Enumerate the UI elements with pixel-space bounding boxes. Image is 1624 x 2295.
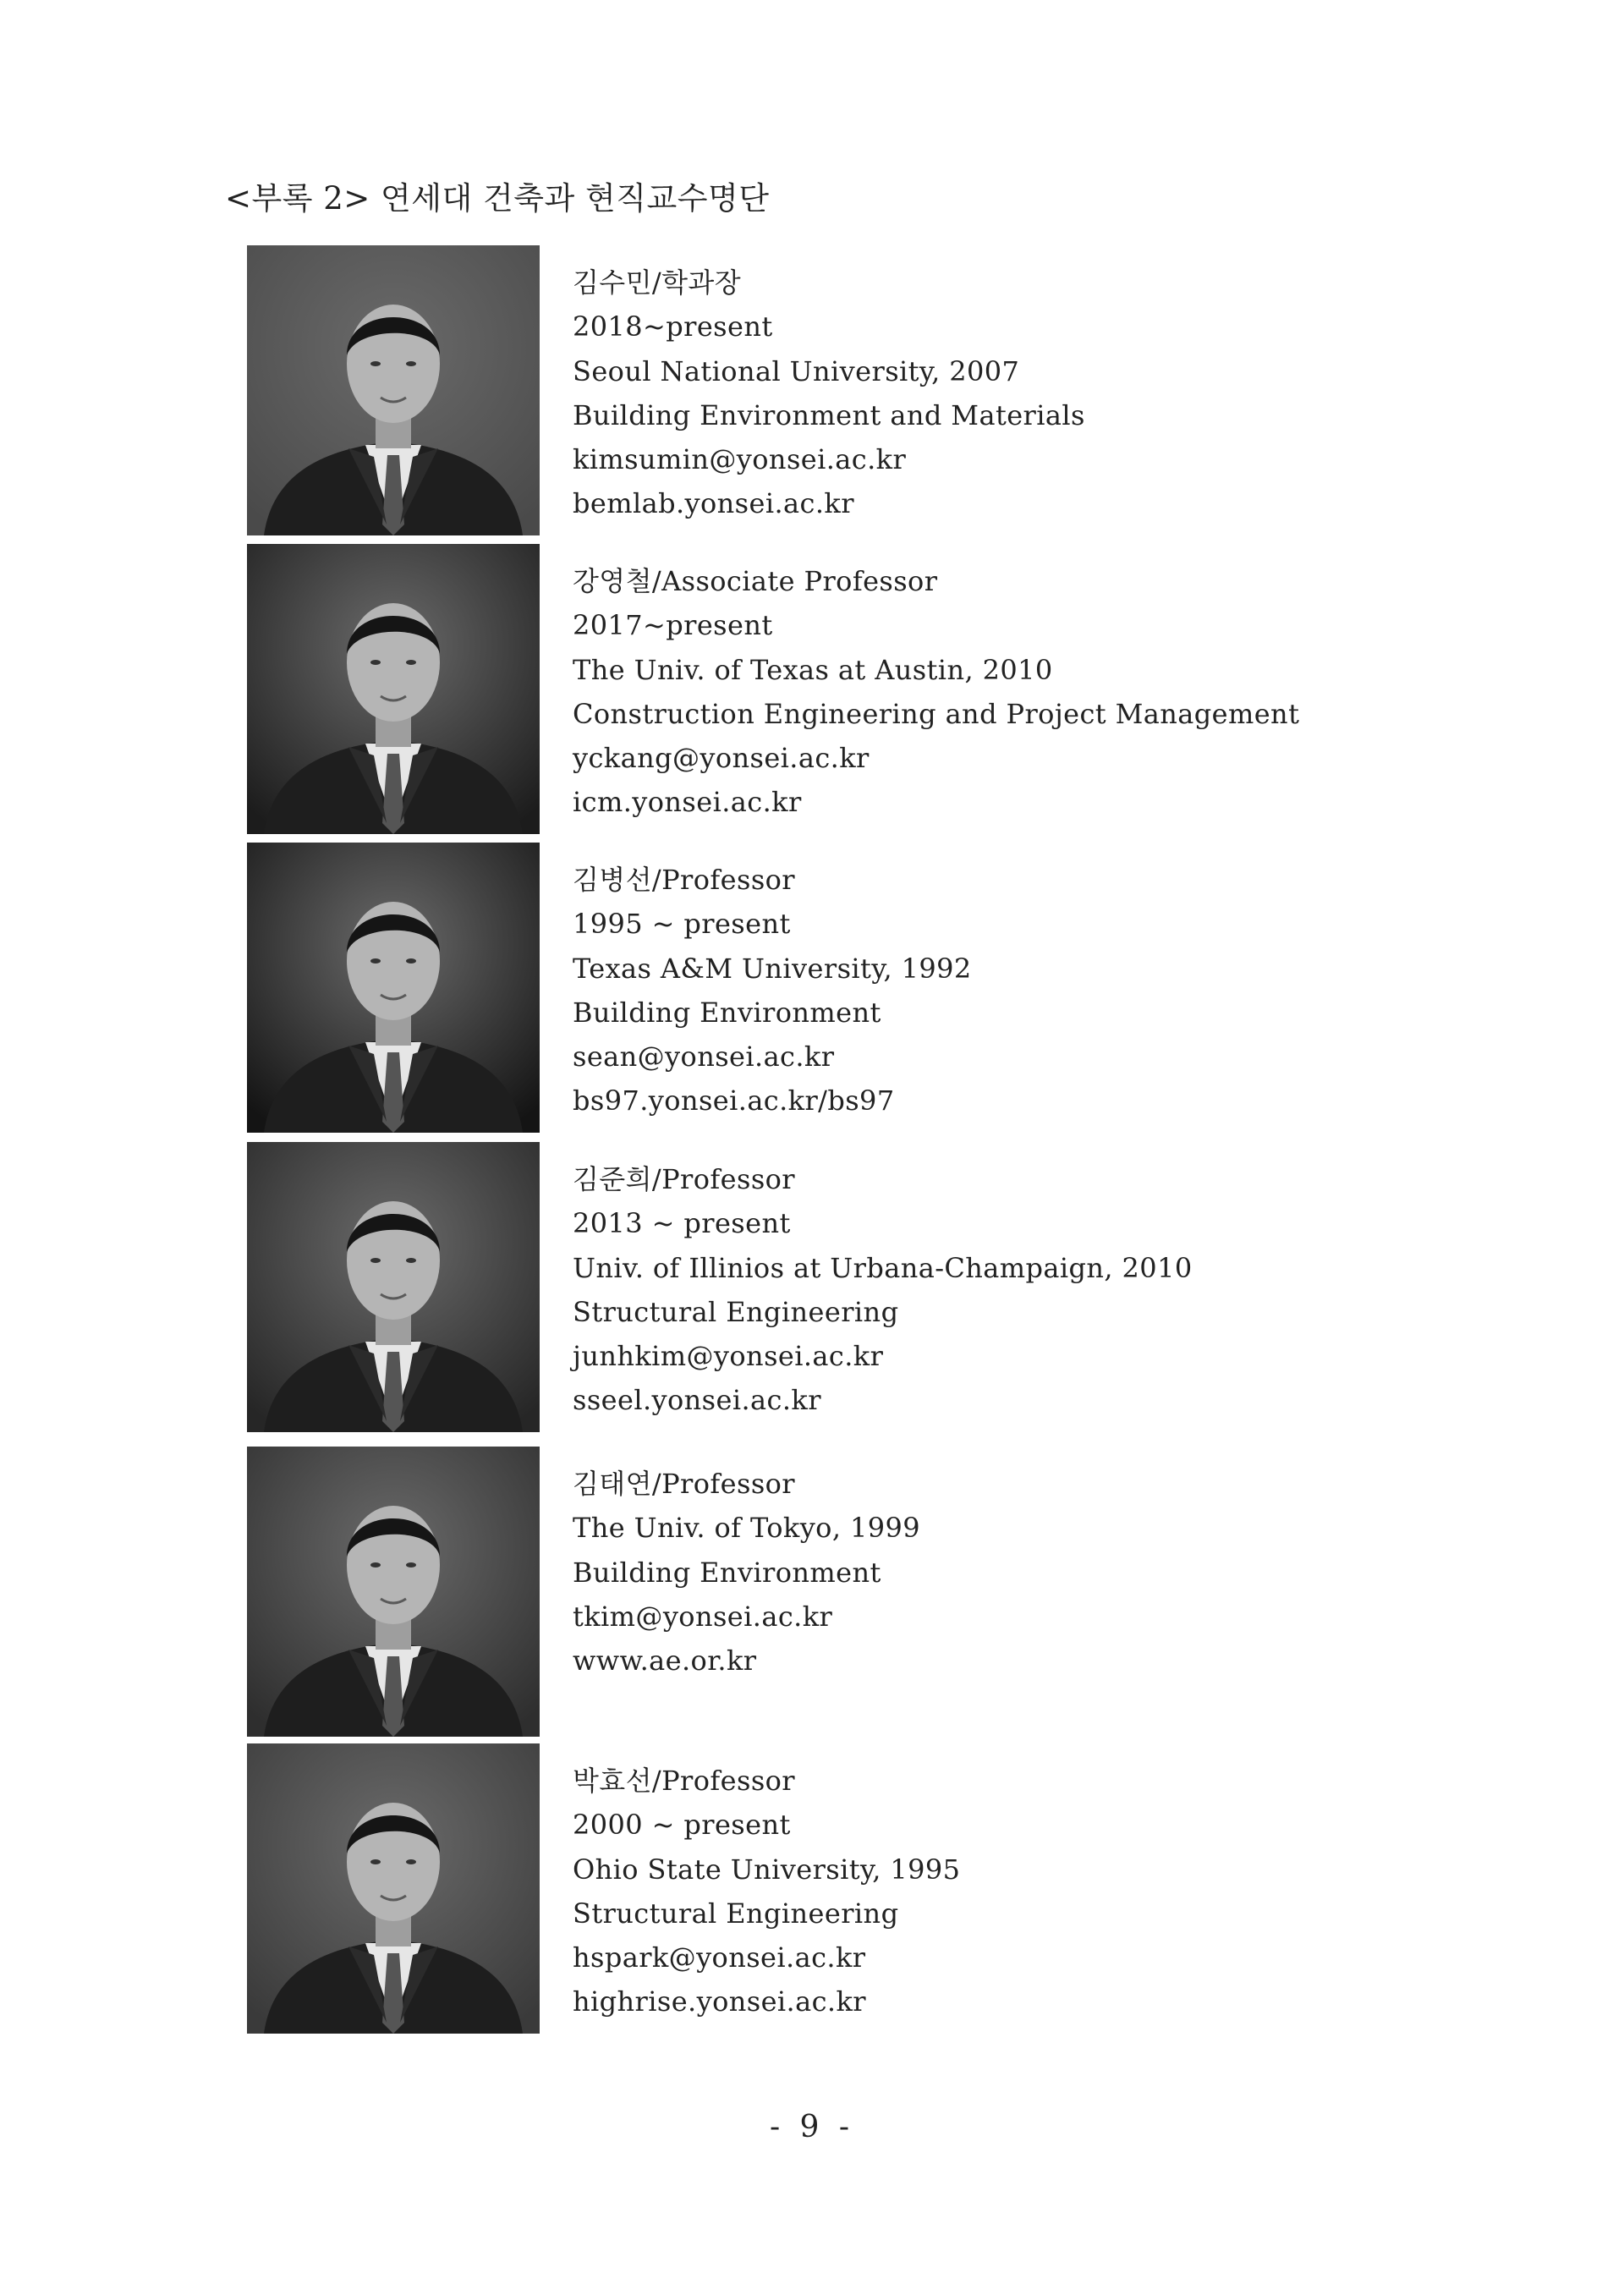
faculty-website: icm.yonsei.ac.kr (573, 786, 802, 819)
faculty-email: sean@yonsei.ac.kr (573, 1040, 835, 1073)
faculty-email: junhkim@yonsei.ac.kr (573, 1340, 884, 1373)
faculty-info-line: 2000 ~ present (573, 1809, 791, 1842)
faculty-website: bs97.yonsei.ac.kr/bs97 (573, 1084, 895, 1117)
faculty-info-line: Seoul National University, 2007 (573, 354, 1020, 387)
faculty-info-line: 2018~present (573, 310, 773, 343)
portrait-image (247, 843, 540, 1133)
faculty-info-line: The Univ. of Texas at Austin, 2010 (573, 653, 1053, 686)
faculty-photo (247, 1142, 540, 1432)
faculty-info (573, 559, 1418, 825)
faculty-info-line: The Univ. of Tokyo, 1999 (573, 1512, 921, 1545)
faculty-info-line: 2017~present (573, 609, 773, 642)
faculty-info (573, 1759, 1418, 2024)
page-title: <부록 2> 연세대 건축과 현직교수명단 (225, 180, 770, 217)
faculty-website: www.ae.or.kr (573, 1644, 757, 1677)
faculty-info-line: Ohio State University, 1995 (573, 1853, 961, 1886)
faculty-info (573, 858, 1418, 1123)
faculty-info-line: Building Environment and Materials (573, 398, 1085, 431)
faculty-name-title: 김준희/Professor (573, 1163, 795, 1195)
faculty-photo (247, 843, 540, 1133)
faculty-info-line: Construction Engineering and Project Management (573, 697, 1300, 730)
faculty-photo (247, 544, 540, 834)
faculty-info-line: Building Environment (573, 1556, 881, 1589)
faculty-website: bemlab.yonsei.ac.kr (573, 487, 854, 520)
faculty-info-line: Structural Engineering (573, 1897, 899, 1930)
faculty-email: hspark@yonsei.ac.kr (573, 1941, 866, 1974)
portrait-image (247, 1142, 540, 1432)
faculty-photo (247, 1743, 540, 2034)
faculty-website: sseel.yonsei.ac.kr (573, 1384, 821, 1417)
faculty-info (573, 1462, 1418, 1683)
faculty-email: yckang@yonsei.ac.kr (573, 742, 870, 775)
faculty-info-line: Structural Engineering (573, 1295, 899, 1328)
faculty-name-title: 김태연/Professor (573, 1468, 795, 1500)
faculty-photo (247, 245, 540, 535)
faculty-email: tkim@yonsei.ac.kr (573, 1600, 833, 1633)
faculty-info-line: 1995 ~ present (573, 908, 791, 941)
faculty-name-title: 김병선/Professor (573, 864, 795, 896)
faculty-name-title: 박효선/Professor (573, 1765, 795, 1797)
portrait-image (247, 245, 540, 535)
faculty-list (247, 0, 1431, 2295)
faculty-name-title: 김수민/학과장 (573, 266, 742, 299)
faculty-info-line: Univ. of Illinios at Urbana-Champaign, 2010 (573, 1251, 1193, 1284)
faculty-info (573, 261, 1418, 526)
faculty-info-line: Texas A&M University, 1992 (573, 952, 972, 985)
faculty-info-line: Building Environment (573, 996, 881, 1029)
faculty-info (573, 1157, 1418, 1423)
faculty-info-line: 2013 ~ present (573, 1207, 791, 1240)
faculty-name-title: 강영철/Associate Professor (573, 565, 938, 597)
page-number: - 9 - (769, 2110, 855, 2144)
portrait-image (247, 544, 540, 834)
portrait-image (247, 1743, 540, 2034)
portrait-image (247, 1447, 540, 1737)
faculty-website: highrise.yonsei.ac.kr (573, 1985, 866, 2018)
faculty-photo (247, 1447, 540, 1737)
faculty-email: kimsumin@yonsei.ac.kr (573, 443, 907, 476)
